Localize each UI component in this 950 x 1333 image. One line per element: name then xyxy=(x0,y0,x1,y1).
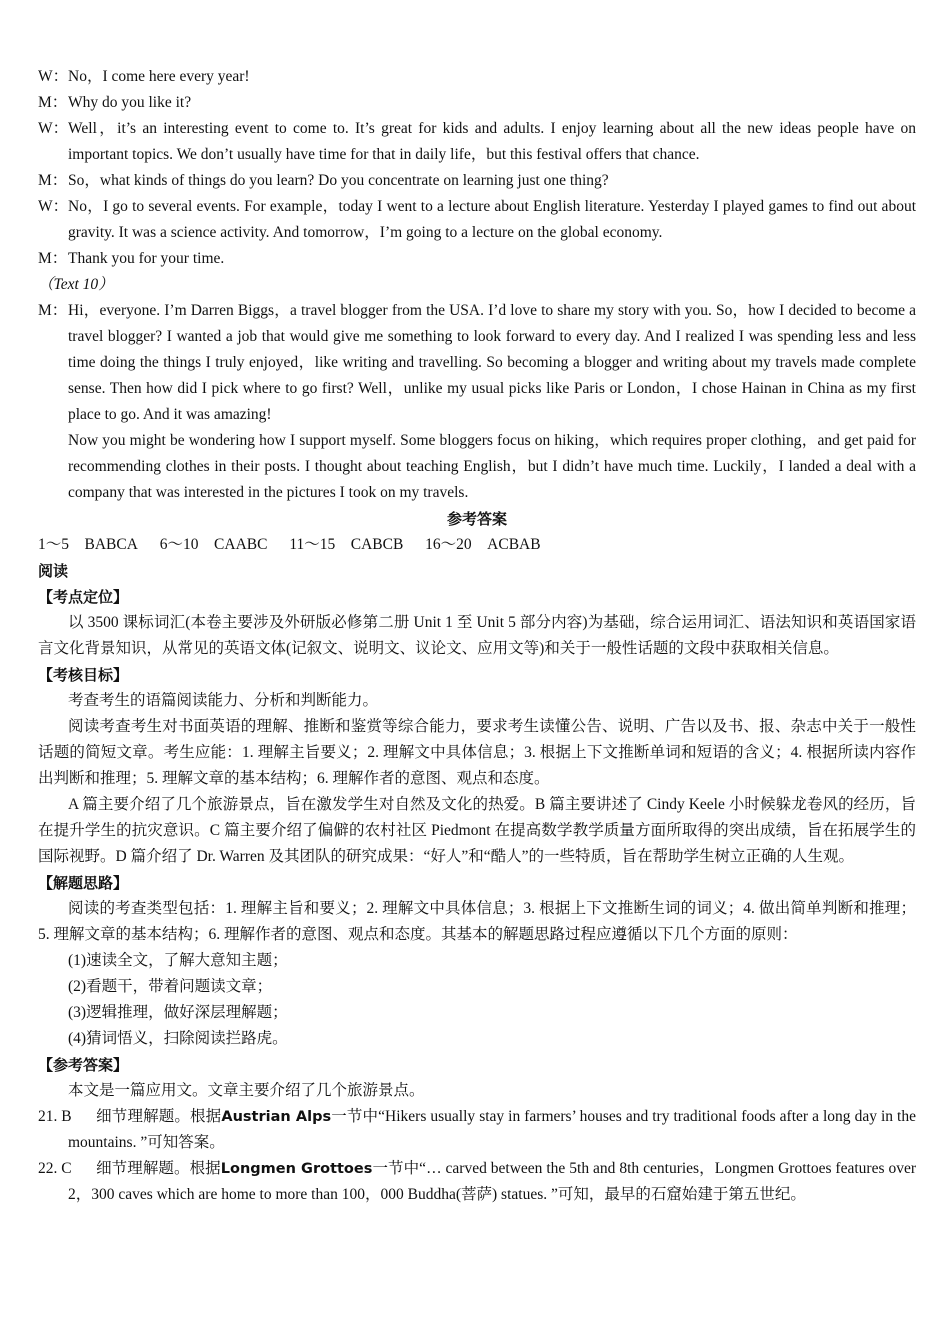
daan-intro: 本文是一篇应用文。文章主要介绍了几个旅游景点。 xyxy=(68,1082,425,1099)
answer-prefix: 细节理解题。根据 xyxy=(96,1160,221,1177)
kaohe-paragraph-2: 阅读考查考生对书面英语的理解、推断和鉴赏等综合能力，要求考生读懂公告、说明、广告以及书、报、杂志中关于一般性话题的简短文章。考生应能：1. 理解主旨要义；2. 理解文中具体信息；3. 根据上下文推断单词和短语的含义；4. 根据所读内容作出判断和推理；5. 理解文章的基本结构；6. 理解作者的意图、观点和态度。 xyxy=(38,718,916,787)
dialogue-text: Thank you for your time. xyxy=(68,250,225,267)
kaohe-heading: 【考核目标】 xyxy=(38,666,129,684)
dialogue-text: Well，it’s an interesting event to come to. It’s great for kids and adults. I enjoy learning about all the new ideas people have on important topics. We don’t usually have time for that in daily life，but this festival offers that chance. xyxy=(68,120,916,163)
silu-item: (1)速读全文，了解大意知主题； xyxy=(68,952,288,969)
dialogue-text: No，I go to several events. For example，today I went to a lecture about English literature. Yesterday I played games to find out about gravity. It was a science activity. And tomorrow，I’m going to a lecture on the global economy. xyxy=(68,198,916,241)
answer-title: 参考答案 xyxy=(446,510,507,528)
speaker: M： xyxy=(38,94,68,111)
silu-heading: 【解题思路】 xyxy=(38,874,129,892)
answer-group: 6～10 CAABC xyxy=(159,536,268,553)
dialogue-line-3 xyxy=(38,116,916,168)
silu-paragraph: 阅读的考查类型包括：1. 理解主旨和要义；2. 理解文中具体信息；3. 根据上下文推断生词的词义；4. 做出简单判断和推理；5. 理解文章的基本结构；6. 理解作者的意图、观点和态度。其基本的解题思路过程应遵循以下几个方面的原则： xyxy=(38,900,916,943)
dialogue-text: So，what kinds of things do you learn? Do you concentrate on learning just one thing? xyxy=(68,172,609,189)
keyword: Longmen Grottoes xyxy=(220,1161,373,1177)
answer-21 xyxy=(38,1104,916,1156)
speaker: W： xyxy=(38,198,69,215)
speaker: W： xyxy=(38,120,69,137)
speaker: W： xyxy=(38,68,69,85)
monologue-text: Hi，everyone. I’m Darren Biggs，a travel blogger from the USA. I’d love to share my story with you. So，how I decided to become a travel blogger? I wanted a job that would give me something to look forward to every day. And I realized I was spending less and less time doing the things I truly enjoyed，like writing and travelling. So becoming a blogger and writing about my travels made complete sense. Then how did I pick where to go first? Well，unlike my usual picks like Paris or London，I chose Hainan in China as my first place to go. And it was amazing! xyxy=(68,302,916,423)
monologue-paragraph-1 xyxy=(38,298,916,428)
answer-body: 一节中“Hikers usually stay in farmers’ houses and try traditional foods after a long day in the mountains. ”可知答案。 xyxy=(68,1108,916,1151)
speaker: M： xyxy=(38,250,68,267)
dialogue-line-4 xyxy=(38,168,916,194)
page-content xyxy=(38,64,916,1208)
dialogue-line-2 xyxy=(38,90,916,116)
question-number: 21. B xyxy=(38,1108,72,1125)
dialogue-text: No，I come here every year! xyxy=(68,68,250,85)
kaohe-paragraph-1: 考查考生的语篇阅读能力、分析和判断能力。 xyxy=(68,692,379,709)
daan-heading: 【参考答案】 xyxy=(38,1056,129,1074)
kaodian-text: 以 3500 课标词汇(本卷主要涉及外研版必修第二册 Unit 1 至 Unit 5 部分内容)为基础，综合运用词汇、语法知识和英语国家语言文化背景知识，从常见的英语文体(记叙文、说明文、议论文、应用文等)和关于一般性话题的文段中获取相关信息。 xyxy=(38,614,916,657)
keyword: Austrian Alps xyxy=(221,1109,332,1125)
answer-body: 一节中“… carved between the 5th and 8th centuries，Longmen Grottoes features over 2，300 caves which are home to more than 100，000 Buddha(菩萨) statues. ”可知，最早的石窟始建于第五世纪。 xyxy=(68,1160,916,1203)
answer-prefix: 细节理解题。根据 xyxy=(96,1108,222,1125)
dialogue-line-1 xyxy=(38,64,916,90)
kaodian-heading: 【考点定位】 xyxy=(38,588,129,606)
dialogue-line-5 xyxy=(38,194,916,246)
answer-group: 16～20 ACBAB xyxy=(425,536,541,553)
silu-item: (4)猜词悟义，扫除阅读拦路虎。 xyxy=(68,1030,288,1047)
answer-group: 11～15 CABCB xyxy=(289,536,404,553)
answer-22 xyxy=(38,1156,916,1208)
speaker: M： xyxy=(38,172,68,189)
dialogue-line-6 xyxy=(38,246,916,272)
kaohe-paragraph-3: A 篇主要介绍了几个旅游景点，旨在激发学生对自然及文化的热爱。B 篇主要讲述了 Cindy Keele 小时候躲龙卷风的经历，旨在提升学生的抗灾意识。C 篇主要介绍了偏僻的农村社区 Piedmont 在提高数学教学质量方面所取得的突出成绩，旨在拓展学生的国际视野。D 篇介绍了 Dr. Warren 及其团队的研究成果：“好人”和“酷人”的一些特质，旨在帮助学生树立正确的人生观。 xyxy=(38,796,916,865)
answer-key xyxy=(38,532,916,558)
reading-title: 阅读 xyxy=(38,562,69,580)
monologue-paragraph-2: Now you might be wondering how I support myself. Some bloggers focus on hiking，which requires proper clothing，and get paid for recommending clothes in their posts. I thought about teaching English，but I didn’t have much time. Luckily，I landed a deal with a company that was interested in the pictures I took on my travels. xyxy=(68,432,916,501)
silu-item: (3)逻辑推理，做好深层理解题； xyxy=(68,1004,288,1021)
dialogue-text: Why do you like it? xyxy=(68,94,192,111)
text10-label: （Text 10） xyxy=(38,276,114,293)
answer-group: 1～5 BABCA xyxy=(38,536,138,553)
silu-item: (2)看题干，带着问题读文章； xyxy=(68,978,273,995)
question-number: 22. C xyxy=(38,1160,72,1177)
speaker: M： xyxy=(38,302,68,319)
